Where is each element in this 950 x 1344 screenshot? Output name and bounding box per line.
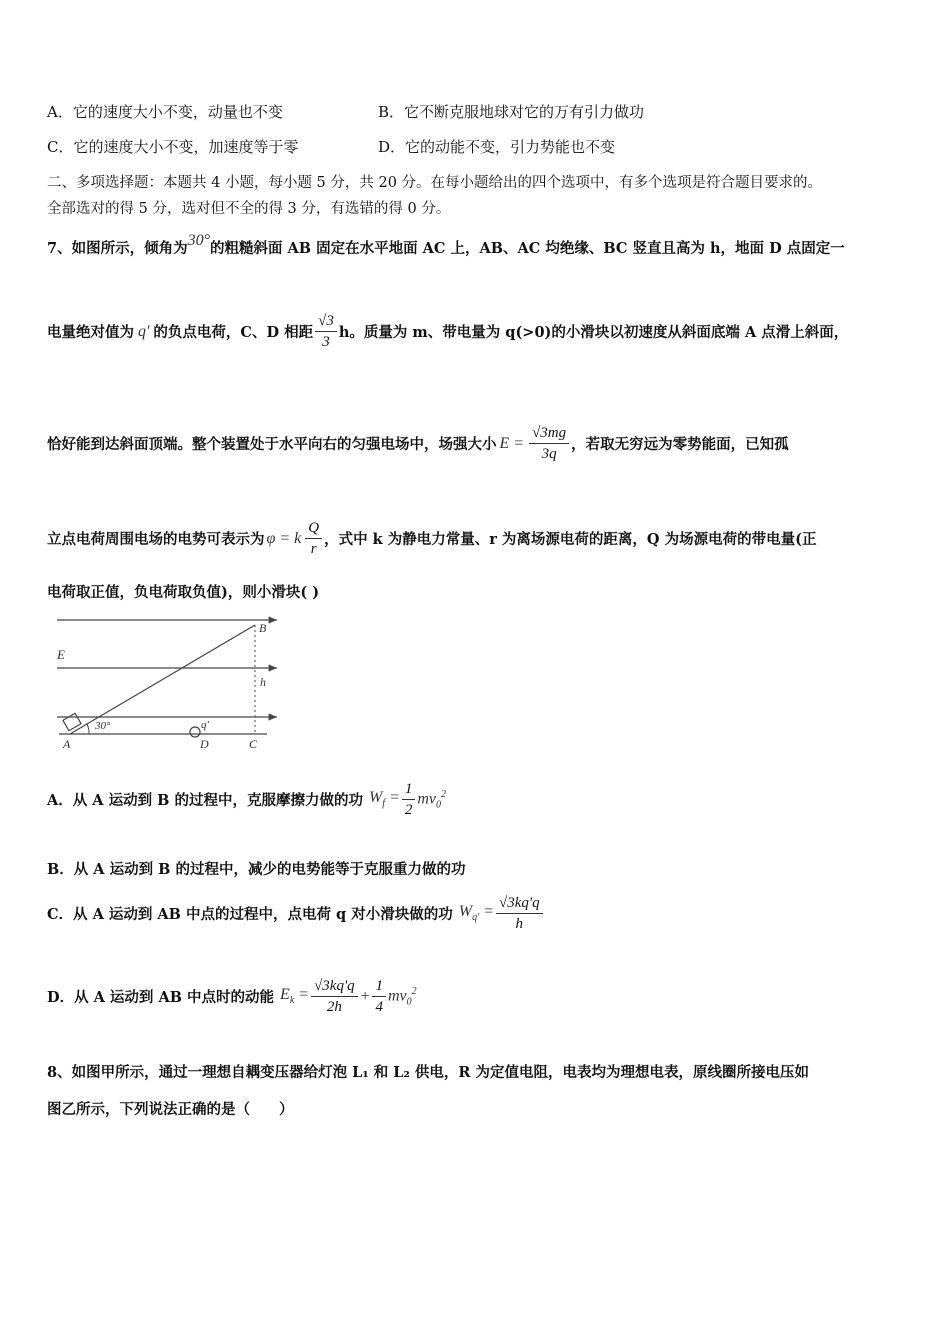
q7-option-c: C．从 A 运动到 AB 中点的过程中，点电荷 q 对小滑块做的功 $W_{q'}$ = $\frac{√3kq'q}{h}$ (47, 893, 545, 934)
q6-option-b: B．它不断克服地球对它的万有引力做功 (378, 103, 645, 121)
label-e: E (57, 647, 65, 662)
q6-option-a: A．它的速度大小不变，动量也不变 (47, 103, 283, 121)
label-b: B (259, 621, 267, 635)
incline-ab (70, 625, 255, 734)
q7-line5: 电荷取正值，负电荷取负值)，则小滑块( ) (47, 584, 320, 601)
q6-option-d: D．它的动能不变，引力势能也不变 (378, 138, 616, 156)
label-h: h (260, 675, 266, 689)
point-charge-circle (190, 727, 200, 737)
q-prime: q' (138, 322, 150, 340)
label-d: D (200, 737, 209, 751)
slider-block (63, 713, 81, 730)
incline-figure (55, 612, 285, 752)
q7-line1: 7、如图所示，倾角为30°的粗糙斜面 AB 固定在水平地面 AC 上，AB、AC 均绝缘、BC 竖直且高为 h，地面 D 点固定一 (47, 232, 845, 257)
q6-option-c: C．它的速度大小不变，加速度等于零 (47, 138, 299, 156)
label-angle: 30° (95, 720, 111, 732)
angle-30: 30° (187, 232, 210, 249)
q7-line2: 电量绝对值为 q' 的负点电荷，C、D 相距 $\frac{√3}{3}$ h。质量为 m、带电量为 q(>0)的小滑块以初速度从斜面底端 A 点滑上斜面， (47, 313, 849, 350)
q7-option-b: B．从 A 运动到 B 的过程中，减少的电势能等于克服重力做的功 (47, 861, 466, 878)
q8-line2: 图乙所示，下列说法正确的是（ ） (47, 1101, 294, 1118)
q7-line3: 恰好能到达斜面顶端。整个装置处于水平向右的匀强电场中，场强大小 E = $\frac{√3mg}{3q}$ ，若取无穷远为零势能面，已知孤 (47, 425, 789, 462)
field-strength-fraction: $\frac{√3mg}{3q}$ (529, 423, 569, 464)
label-q: q' (201, 719, 209, 731)
q8-line1: 8、如图甲所示，通过一理想自耦变压器给灯泡 L₁ 和 L₂ 供电，R 为定值电阻，电表均为理想电表，原线圈所接电压如 (47, 1064, 809, 1081)
q7-option-a: A．从 A 运动到 B 的过程中，克服摩擦力做的功 $W_f$ = $\frac{1}{2}$ $mv_0^2$ (47, 781, 447, 818)
potential-fraction: $\frac{Q}{r}$ (305, 518, 322, 559)
q7-option-d: D．从 A 运动到 AB 中点时的动能 $E_k$ = $\frac{√3kq'q}{2h}$ + $\frac{1}{4}$ $mv_0^2$ (47, 978, 417, 1015)
section2-note: 全部选对的得 5 分，选对但不全的得 3 分，有选错的得 0 分。 (47, 201, 451, 217)
cd-distance-fraction: $\frac{√3}{3}$ (315, 311, 337, 352)
section2-heading: 二、多项选择题：本题共 4 小题，每小题 5 分，共 20 分。在每小题给出的四个选项中，有多个选项是符合题目要求的。 (47, 175, 823, 191)
q7-line4: 立点电荷周围电场的电势可表示为 φ = k $\frac{Q}{r}$ ，式中 k 为静电力常量、r 为离场源电荷的距离，Q 为场源电荷的带电量(正 (47, 520, 817, 557)
label-a: A (63, 737, 71, 751)
label-c: C (249, 737, 258, 751)
